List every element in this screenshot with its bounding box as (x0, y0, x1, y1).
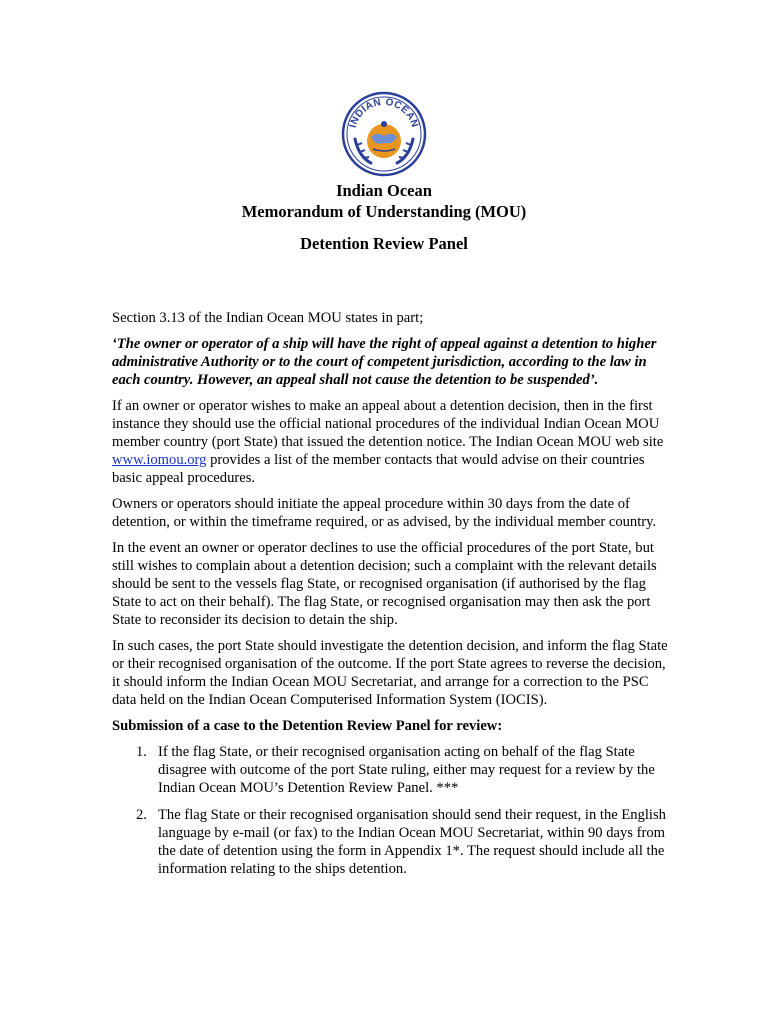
numbered-list (112, 743, 672, 878)
title-line-3: Detention Review Panel (300, 234, 468, 253)
indian-ocean-mou-logo (341, 91, 427, 177)
svg-text:INDIAN OCEAN: INDIAN OCEAN (347, 96, 421, 130)
list-item-text: The flag State or their recognised organisation should send their request, in the English language by e-mail (or fax) to the Indian Ocean MOU Secretariat, within 90 days from the date of detention using the form in Appendix 1*. The request should include all the information relating to the ships detention. (158, 807, 666, 877)
paragraph-text: If an owner or operator wishes to make an appeal about a detention decision, then in the first instance they should use the official national procedures of the individual Indian Ocean MOU member country (port State) that issued the detention notice. The Indian Ocean MOU web site (112, 398, 664, 450)
list-item-number: 1. (136, 744, 147, 760)
paragraph-text: provides a list of the member contacts that would advise on their countries basic appeal procedures. (112, 452, 645, 486)
intro-paragraph: Section 3.13 of the Indian Ocean MOU states in part; (112, 310, 424, 326)
section-heading: Submission of a case to the Detention Review Panel for review: (112, 718, 503, 734)
quoted-section: ‘The owner or operator of a ship will have the right of appeal against a detention to higher administrative Authority or to the court of competent jurisdiction, according to the law in each country. However, an appeal shall not cause the detention to be suspended’. (112, 336, 657, 388)
title-line-1: Indian Ocean (336, 181, 432, 200)
iomou-website-link[interactable]: www.iomou.org (112, 452, 207, 468)
list-item (112, 806, 672, 878)
document-body (112, 309, 672, 887)
paragraph-timeframe: Owners or operators should initiate the appeal procedure within 30 days from the date of detention, or within the timeframe required, or as advised, by the individual member country. (112, 496, 657, 530)
list-item-number: 2. (136, 807, 147, 823)
list-item-text: If the flag State, or their recognised organisation acting on behalf of the flag State disagree with outcome of the port State ruling, either may request for a review by the Indian Ocean MOU’s Detention Review Panel. *** (158, 744, 655, 796)
paragraph-investigation: In such cases, the port State should investigate the detention decision, and inform the flag State or their recognised organisation of the outcome. If the port State agrees to reverse the decision, it should inform the Indian Ocean MOU Secretariat, and arrange for a correction to the PSC data held on the Indian Ocean Computerised Information System (IOCIS). (112, 638, 668, 708)
title-block (0, 180, 768, 254)
list-item (112, 743, 672, 797)
paragraph-appeal-procedures (112, 397, 672, 487)
title-line-2: Memorandum of Understanding (MOU) (241, 202, 527, 221)
paragraph-flag-state: In the event an owner or operator declines to use the official procedures of the port State, but still wishes to complain about a detention decision; such a complaint with the relevant details should be sent to the vessels flag State, or recognised organisation (if authorised by the flag State to act on their behalf). The flag State, or recognised organisation may then ask the port State to reconsider its decision to detain the ship. (112, 540, 657, 628)
